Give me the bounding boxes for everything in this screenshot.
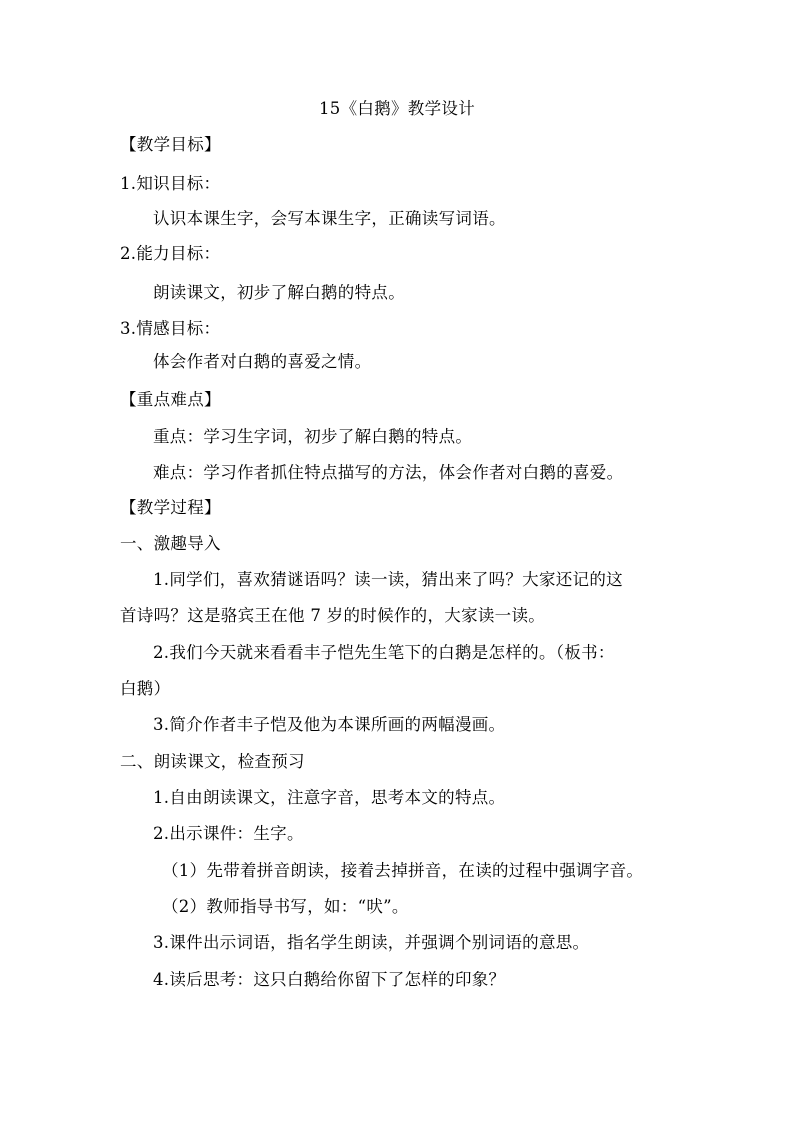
section1-item2-line2: 白鹅）: [120, 679, 171, 698]
section2-item1: 1.自由朗读课文，注意字音，思考本文的特点。: [153, 788, 506, 807]
emotion-goal-text: 体会作者对白鹅的喜爱之情。: [153, 352, 372, 371]
section2-item2: 2.出示课件：生字。: [153, 824, 304, 843]
knowledge-goal-text: 认识本课生字，会写本课生字，正确读写词语。: [153, 209, 506, 228]
section1-item2-line1: 2.我们今天就来看看丰子恺先生笔下的白鹅是怎样的。（板书：: [153, 643, 615, 662]
knowledge-goal-label: 1.知识目标：: [120, 174, 221, 193]
section2-item3: 3.课件出示词语，指名学生朗读，并强调个别词语的意思。: [153, 933, 590, 952]
section1-heading: 一、激趣导入: [120, 534, 221, 553]
key-difficult-heading: 【重点难点】: [120, 390, 221, 409]
document-title: 15《白鹅》教学设计: [319, 99, 475, 118]
process-heading: 【教学过程】: [120, 498, 221, 517]
section1-item3: 3.简介作者丰子恺及他为本课所画的两幅漫画。: [153, 715, 506, 734]
section2-subitem2: （2）教师指导书写，如：“吠”。: [162, 897, 409, 916]
section2-subitem1: （1）先带着拼音朗读，接着去掉拼音，在读的过程中强调字音。: [162, 861, 644, 880]
emotion-goal-label: 3.情感目标：: [120, 319, 221, 338]
section1-item1-line1: 1.同学们，喜欢猜谜语吗？读一读，猜出来了吗？大家还记的这: [153, 570, 623, 589]
ability-goal-label: 2.能力目标：: [120, 244, 221, 263]
section2-heading: 二、朗读课文，检查预习: [120, 752, 305, 771]
section1-item1-line2: 首诗吗？这是骆宾王在他 7 岁的时候作的，大家读一读。: [120, 606, 546, 625]
key-point-text: 重点：学习生字词，初步了解白鹅的特点。: [153, 427, 473, 446]
difficult-point-text: 难点：学习作者抓住特点描写的方法，体会作者对白鹅的喜爱。: [153, 463, 624, 482]
ability-goal-text: 朗读课文，初步了解白鹅的特点。: [153, 283, 405, 302]
section2-item4: 4.读后思考：这只白鹅给你留下了怎样的印象？: [153, 970, 506, 989]
goals-heading: 【教学目标】: [120, 135, 221, 154]
